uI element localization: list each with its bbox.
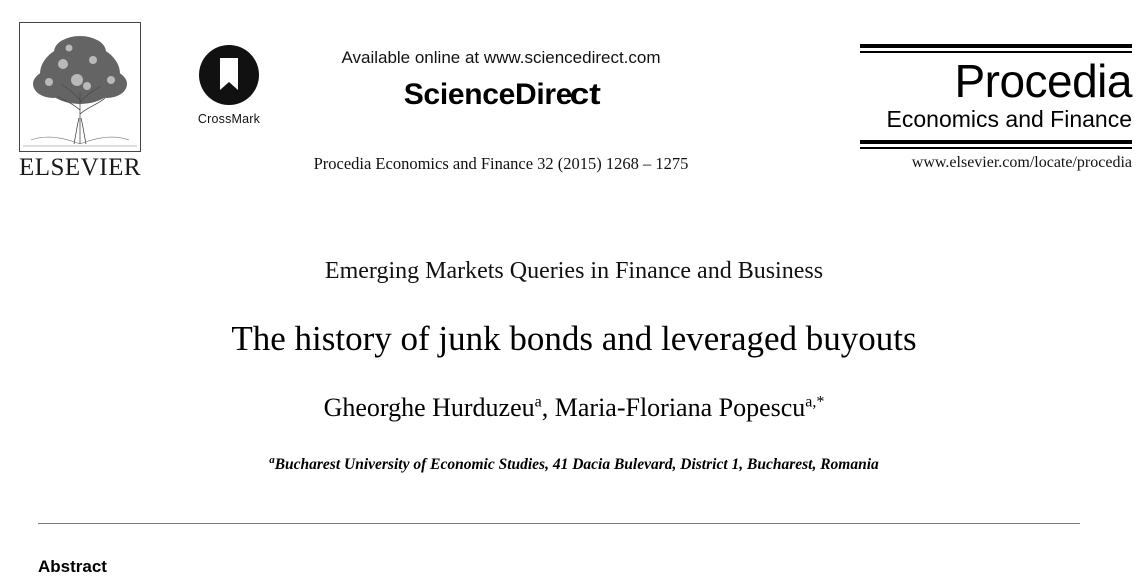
affiliation-marker: a [269,454,275,466]
elsevier-tree-icon [19,22,141,152]
procedia-title: Procedia [954,55,1132,107]
crossmark-label: CrossMark [197,112,261,126]
journal-reference: Procedia Economics and Finance 32 (2015) 1268 – 1275 [313,154,689,173]
available-online-text: Available online at www.sciencedirect.com [341,48,661,67]
procedia-subtitle: Economics and Finance [886,106,1132,132]
page-title: The history of junk bonds and leveraged buyouts [231,319,917,358]
author-two-affiliation-marker: a,* [805,393,825,411]
elsevier-logo [12,22,148,182]
masthead-rule-bottom-thick [860,140,1132,144]
procedia-masthead [860,44,1132,172]
procedia-url[interactable]: www.elsevier.com/locate/procedia [911,154,1132,171]
masthead-rule-bottom-thin [860,147,1132,149]
author-one: Gheorghe Hurduzeu [323,393,535,422]
crossmark-bookmark-icon [198,44,260,106]
crossmark-logo[interactable] [190,44,268,126]
horizontal-divider [38,523,1080,524]
author-list [0,393,1148,423]
abstract-heading: Abstract [38,557,107,576]
affiliation-text: Bucharest University of Economic Studies, 41 Dacia Bulevard, District 1, Bucharest, Romania [274,456,879,474]
sciencedirect-word-tail: ct [569,78,602,111]
sciencedirect-block [286,48,716,174]
masthead-rule-top-thick [860,44,1132,48]
title-block [0,258,1148,474]
sciencedirect-word-main: ScienceDire [403,78,573,111]
masthead-rule-top-thin [860,51,1132,53]
elsevier-wordmark: ELSEVIER [18,154,142,181]
conference-name: Emerging Markets Queries in Finance and Business [324,258,824,284]
journal-header [0,0,1148,225]
author-two: , Maria-Floriana Popescu [541,393,806,422]
sciencedirect-wordmark[interactable] [286,78,716,112]
affiliation-line [0,454,1148,474]
author-one-affiliation-marker: a [534,393,542,411]
masthead-rules-bottom [860,140,1132,149]
